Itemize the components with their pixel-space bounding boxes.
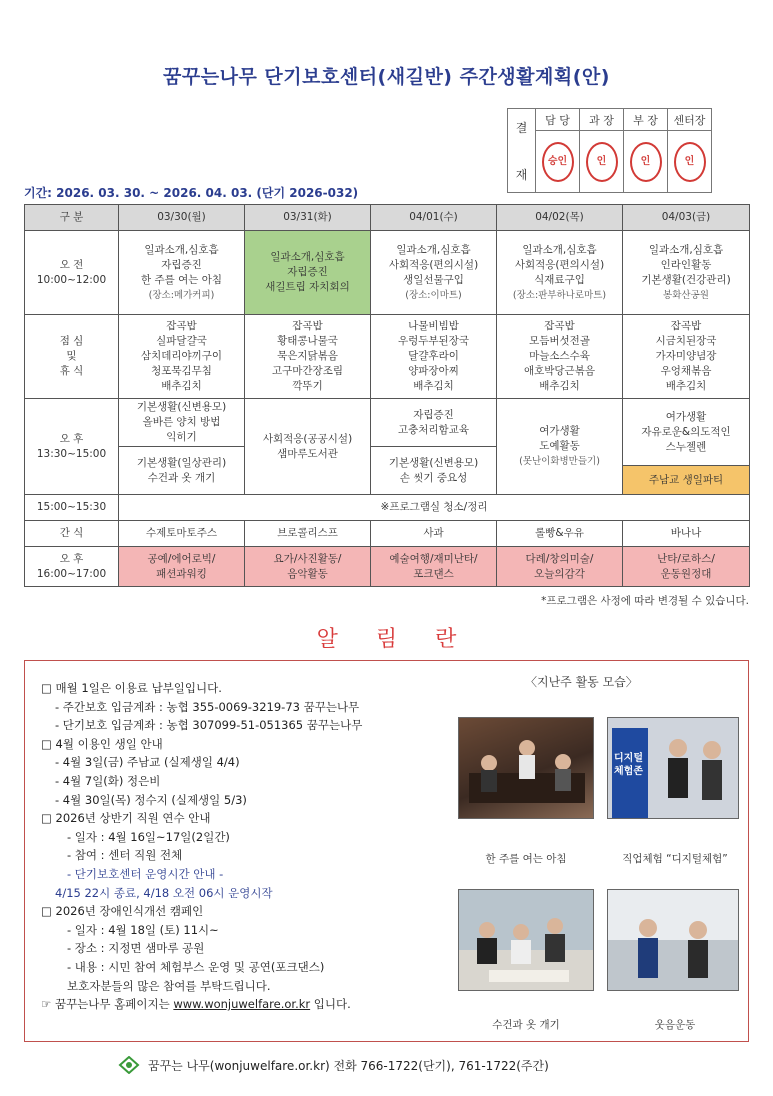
- cell-line: 도예활동: [539, 440, 580, 452]
- afternoon2-row: [25, 547, 750, 587]
- menu-line: 잡곡밥: [670, 320, 702, 332]
- gallery-title: 〈지난주 활동 모습〉: [525, 675, 638, 689]
- split-cell: [119, 399, 245, 495]
- activity-photo: [458, 717, 594, 819]
- row-label-text: 및: [66, 350, 77, 362]
- tree-logo-icon: [118, 1056, 140, 1074]
- cell-line: 자립증진: [161, 258, 202, 271]
- morning-row: [25, 231, 750, 315]
- menu-cell: [371, 315, 497, 399]
- menu-line: 배추김치: [161, 380, 202, 392]
- row-label: [25, 547, 119, 587]
- menu-line: 가자미양념장: [655, 350, 717, 362]
- photo-caption: 수건과 옷 개기: [492, 1019, 560, 1031]
- cell-line: 공예/에어로빅/: [147, 552, 216, 565]
- photo-illustration: [459, 890, 594, 991]
- snack-row: [25, 521, 750, 547]
- notice-line: - 4월 7일(화) 정은비: [55, 773, 161, 788]
- notice-line: □ 매월 1일은 이용료 납부일입니다.: [41, 681, 222, 695]
- schedule-table: [24, 204, 750, 587]
- menu-line: 청포묵김무침: [151, 365, 212, 377]
- split-top: [623, 399, 749, 465]
- cell-line: 기본생활(건강관리): [641, 273, 731, 286]
- notice-line: □ 4월 이용인 생일 안내: [41, 736, 163, 751]
- notice-line: □ 2026년 상반기 직원 연수 안내: [41, 811, 211, 826]
- cell-line: (장소:판부하나로마트): [512, 289, 607, 301]
- row-label-text: 오 후: [59, 432, 84, 445]
- cell-line: 샘마루도서관: [277, 447, 338, 460]
- cell-line: 수건과 옷 개기: [147, 471, 216, 484]
- cell-line: 일과소개,심호흡: [396, 243, 471, 256]
- menu-line: 배추김치: [539, 380, 580, 392]
- menu-line: 잡곡밥: [544, 320, 575, 332]
- activity-photo: [458, 889, 594, 991]
- notice-line: □ 2026년 장애인식개선 캠페인: [41, 904, 204, 919]
- cell-line: 기본생활(신변용모): [388, 456, 479, 469]
- schedule-header-row: [25, 205, 750, 231]
- cell-line: 사회적응(편의시설): [514, 258, 605, 271]
- cell-line: 여가생활: [665, 410, 707, 423]
- menu-line: 마늘소스수육: [529, 350, 590, 362]
- row-label-text: 오 전: [59, 258, 84, 271]
- approval-seal-cell: [668, 131, 712, 193]
- split-cell: [371, 399, 497, 495]
- row-label-text: 간 식: [25, 521, 119, 547]
- change-note: *프로그램은 사정에 따라 변경될 수 있습니다.: [541, 595, 749, 607]
- notice-line: - 참여 : 센터 직원 전체: [67, 848, 183, 863]
- program-cell: [245, 547, 371, 587]
- program-cell: [119, 547, 245, 587]
- schedule-cell: [497, 231, 623, 315]
- notice-line: - 단기보호 입금계좌 : 농협 307099-51-051365 꿈꾸는나무: [55, 718, 363, 733]
- notice-line: 보호자분들의 많은 참여를 부탁드립니다.: [67, 978, 271, 993]
- schedule-cell: [623, 231, 750, 315]
- cell-line: 운동원정대: [660, 567, 712, 580]
- menu-line: 황태콩나물국: [277, 335, 338, 347]
- menu-line: 잡곡밥: [292, 320, 323, 332]
- menu-line: 고구마간장조림: [271, 365, 343, 377]
- schedule-cell: [497, 399, 623, 495]
- cell-line: 기본생활(신변용모): [136, 401, 227, 413]
- menu-line: 애호박당근볶음: [523, 365, 595, 377]
- day-header: 03/30(월): [119, 205, 245, 231]
- schedule-cell: [119, 231, 245, 315]
- approval-seal-cell: [624, 131, 668, 193]
- approval-seal-cell: [580, 131, 624, 193]
- photo-caption: 한 주를 여는 아침: [485, 853, 567, 865]
- menu-cell: [497, 315, 623, 399]
- cell-line: 패션과워킹: [156, 567, 207, 580]
- program-cell: [623, 547, 750, 587]
- notice-line: 4/15 22시 종료, 4/18 오전 06시 운영시작: [55, 885, 273, 900]
- approval-header: 담 당: [536, 109, 580, 131]
- row-label-time: 16:00~17:00: [36, 567, 107, 580]
- approval-side-label: [508, 109, 536, 193]
- cell-line: 자유로운&의도적인: [641, 425, 731, 438]
- photo-caption: 웃음운동: [654, 1019, 696, 1031]
- row-label: [25, 399, 119, 495]
- period-text: 기간: 2026. 03. 30. ~ 2026. 04. 03. (단기 2026-032): [24, 186, 359, 200]
- cell-line: 난타/로하스/: [657, 552, 715, 565]
- program-cell: [371, 547, 497, 587]
- cell-line: 포크댄스: [413, 567, 454, 580]
- snack-cell: 브로콜리스프: [245, 521, 371, 547]
- approval-header: 부 장: [624, 109, 668, 131]
- photo-caption: 직업체험 “디지털체험”: [622, 853, 728, 865]
- cell-line: 생일선물구입: [403, 273, 464, 286]
- row-label: [25, 315, 119, 399]
- cell-line: 고충처리함교육: [397, 423, 469, 436]
- cleaning-row: [25, 495, 750, 521]
- approval-side-1: 결: [515, 120, 528, 135]
- approval-box: [507, 108, 712, 193]
- row-label-time: 15:00~15:30: [25, 495, 119, 521]
- day-header: 04/03(금): [623, 205, 750, 231]
- notice-box: [24, 660, 749, 1042]
- notice-line: - 장소 : 지정면 샘마루 공원: [67, 941, 205, 956]
- cell-line: 오늘의감각: [534, 567, 585, 580]
- photo-illustration: [608, 890, 739, 991]
- split-top: [371, 399, 496, 446]
- notice-line: - 일자 : 4월 16일~17일(2일간): [67, 829, 230, 844]
- cell-line: 자립증진: [413, 408, 454, 421]
- approval-header: 과 장: [580, 109, 624, 131]
- cell-line: 예술여행/재미난타/: [389, 552, 478, 565]
- snack-cell: 수제토마토주스: [119, 521, 245, 547]
- schedule-cell: [371, 231, 497, 315]
- footer: [118, 1056, 549, 1074]
- footer-text: 꿈꾸는 나무(wonjuwelfare.or.kr) 전화 766-1722(단기), 761-1722(주간): [148, 1058, 549, 1073]
- cell-line: 일과소개,심호흡: [648, 243, 724, 256]
- homepage-link[interactable]: www.wonjuwelfare.or.kr: [173, 997, 311, 1011]
- seal-stamp: 인: [674, 142, 706, 182]
- cell-line: 사회적응(편의시설): [388, 258, 479, 271]
- notice-line: - 4월 3일(금) 주남교 (실제생일 4/4): [55, 755, 240, 770]
- afternoon-row: [25, 399, 750, 495]
- notice-title: 알림란: [316, 627, 495, 652]
- menu-cell: [245, 315, 371, 399]
- cell-line: (못난이화병만들기): [519, 456, 600, 467]
- snack-cell: 바나나: [623, 521, 750, 547]
- activity-photo: [607, 717, 739, 819]
- approval-side-2: 재: [515, 167, 528, 182]
- cell-line: 스누젤렌: [665, 440, 707, 453]
- program-cell: [497, 547, 623, 587]
- row-label-text: 오 후: [59, 552, 84, 565]
- menu-cell: [623, 315, 750, 399]
- cell-line: 기본생활(일상관리): [136, 456, 227, 469]
- approval-seal-cell: [536, 131, 580, 193]
- day-header: 03/31(화): [245, 205, 371, 231]
- menu-line: 모듬버섯전골: [529, 335, 590, 347]
- notice-line: - 일자 : 4월 18일 (토) 11시~: [67, 922, 219, 937]
- seal-stamp: 승인: [542, 142, 574, 182]
- menu-line: 우엉채볶음: [660, 365, 712, 377]
- activity-photo: [607, 889, 739, 991]
- schedule-cell: [245, 399, 371, 495]
- cell-line: 식재료구입: [534, 273, 585, 286]
- banner-text: 디지털 체험존: [614, 753, 643, 777]
- homepage-prefix: ☞ 꿈꾸는나무 홈페이지는: [41, 997, 170, 1011]
- menu-line: 깍뚜기: [292, 380, 323, 392]
- row-label-time: 10:00~12:00: [36, 273, 107, 286]
- cell-line: 일과소개,심호흡: [144, 243, 219, 256]
- menu-line: 잡곡밥: [166, 320, 197, 332]
- cell-line: (장소:메가커피): [148, 289, 215, 301]
- menu-cell: [119, 315, 245, 399]
- notice-line: - 주간보호 입금계좌 : 농협 355-0069-3219-73 꿈꾸는나무: [55, 699, 360, 714]
- birthday-party-cell: 주남교 생일파티: [623, 465, 749, 494]
- notice-line: - 단기보호센터 운영시간 안내 -: [67, 866, 224, 881]
- menu-line: 우렁두부된장국: [397, 335, 469, 347]
- split-bottom: [119, 446, 244, 494]
- cell-line: 익히기: [166, 431, 197, 443]
- cell-line: 손 씻기 중요성: [399, 471, 468, 484]
- cell-line: 한 주를 여는 아침: [140, 273, 222, 286]
- menu-line: 나물비빔밥: [408, 320, 459, 332]
- row-label-time: 13:30~15:00: [36, 447, 107, 460]
- snack-cell: 롤빵&우유: [497, 521, 623, 547]
- row-label: [25, 231, 119, 315]
- row-label-text: 휴 식: [59, 365, 84, 377]
- row-label-text: 점 심: [59, 335, 84, 347]
- menu-line: 달걀후라이: [408, 350, 459, 362]
- menu-line: 배추김치: [413, 380, 454, 392]
- notice-list: [41, 679, 362, 995]
- schedule-cell-highlight: [245, 231, 371, 315]
- cell-line: 다례/창의미술/: [525, 552, 594, 565]
- menu-line: 실파달걀국: [156, 335, 207, 347]
- homepage-suffix: 입니다.: [313, 997, 351, 1011]
- notice-line: - 내용 : 시민 참여 체험부스 운영 및 공연(포크댄스): [67, 959, 325, 974]
- split-top: [119, 399, 244, 446]
- cell-line: 자립증진: [287, 266, 328, 278]
- menu-line: 삼치데리야끼구이: [140, 350, 223, 362]
- seal-stamp: 인: [630, 142, 662, 182]
- homepage-line: [41, 995, 351, 1014]
- cell-line: 요가/사진활동/: [273, 552, 342, 565]
- photo-illustration: [459, 718, 594, 819]
- split-cell: [623, 399, 750, 495]
- cell-line: (장소:이마트): [405, 289, 462, 301]
- cell-line: 여가생활: [539, 425, 580, 437]
- notice-line: - 4월 30일(목) 정수지 (실제생일 5/3): [55, 792, 247, 807]
- snack-cell: 사과: [371, 521, 497, 547]
- cell-line: 음악활동: [287, 567, 328, 580]
- cell-line: 일과소개,심호흡: [270, 251, 345, 263]
- split-bottom: [371, 446, 496, 494]
- cell-line: 봉화산공원: [663, 289, 709, 301]
- cell-line: 일과소개,심호흡: [522, 243, 597, 256]
- col-header: 구 분: [25, 205, 119, 231]
- menu-line: 묵은지닭볶음: [277, 350, 338, 362]
- page-title: 꿈꾸는나무 단기보호센터(새길반) 주간생활계획(안): [163, 66, 610, 88]
- cell-line: 사회적응(공공시설): [262, 432, 353, 445]
- cleaning-text: ※프로그램실 청소/정리: [119, 495, 750, 521]
- menu-line: 시금치된장국: [655, 335, 717, 347]
- cell-line: 인라인활동: [660, 258, 712, 271]
- cell-line: 올바른 양치 방법: [142, 416, 221, 428]
- menu-line: 양파장아찌: [408, 365, 459, 377]
- approval-header: 센터장: [668, 109, 712, 131]
- day-header: 04/02(목): [497, 205, 623, 231]
- menu-line: 배추김치: [665, 380, 707, 392]
- seal-stamp: 인: [586, 142, 618, 182]
- day-header: 04/01(수): [371, 205, 497, 231]
- lunch-row: [25, 315, 750, 399]
- cell-line: 새길트립 자치회의: [265, 281, 350, 293]
